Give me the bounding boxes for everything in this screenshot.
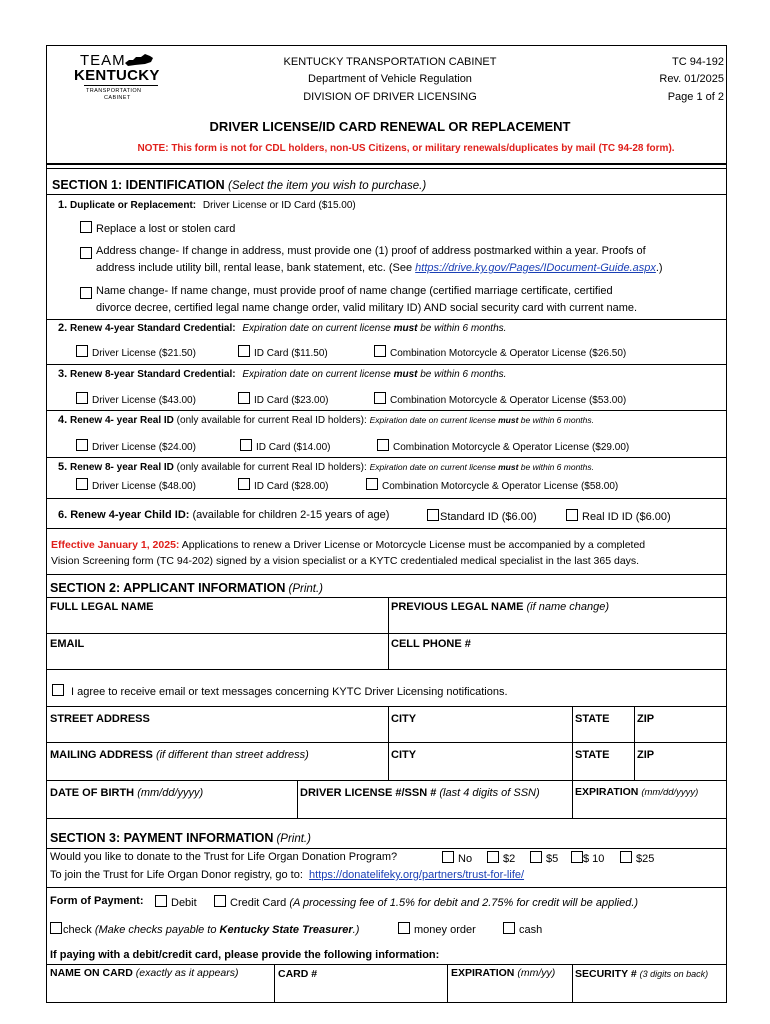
date-of-birth-field[interactable]: DATE OF BIRTH (mm/dd/yyyy) <box>50 787 204 799</box>
item-2-opt-combo[interactable]: Combination Motorcycle & Operator License ($26.50) <box>374 345 626 359</box>
checkbox[interactable] <box>620 851 632 863</box>
mailing-city-field[interactable]: CITY <box>391 749 417 761</box>
mailing-zip-field[interactable]: ZIP <box>637 749 655 761</box>
item-3-opt-id[interactable]: ID Card ($23.00) <box>238 392 328 406</box>
previous-legal-name-field[interactable]: PREVIOUS LEGAL NAME (if name change) <box>391 601 610 613</box>
checkbox[interactable] <box>76 392 88 404</box>
item-5-row: 5. Renew 8- year Real ID (only available for current Real ID holders): Expiration date on current license must be within 6 months. <box>58 461 595 473</box>
checkbox[interactable] <box>80 247 92 259</box>
section-1-heading: SECTION 1: IDENTIFICATION (Select the item you wish to purchase.) <box>52 178 427 192</box>
item-4-opt-dl[interactable]: Driver License ($24.00) <box>76 439 196 453</box>
item-5-opt-combo[interactable]: Combination Motorcycle & Operator License ($58.00) <box>366 478 618 492</box>
option-replace-lost[interactable]: Replace a lost or stolen card <box>80 221 235 235</box>
state-field[interactable]: STATE <box>575 713 610 725</box>
checkbox[interactable] <box>50 922 62 934</box>
pay-credit[interactable]: Credit Card (A processing fee of 1.5% for debit and 2.75% for credit will be applied.) <box>214 895 638 909</box>
option-name-change[interactable]: Name change- If name change, must provide proof of name change (certified marriage certificate, certified divorce decree, certified legal name change order, valid military ID) AND social security card with current name. <box>80 283 637 317</box>
pay-check[interactable]: check (Make checks payable to Kentucky State Treasurer.) <box>50 922 359 936</box>
item-4-opt-combo[interactable]: Combination Motorcycle & Operator License ($29.00) <box>377 439 629 453</box>
cell-phone-field[interactable]: CELL PHONE # <box>391 638 471 650</box>
form-note: NOTE: This form is not for CDL holders, non-US Citizens, or military renewals/duplicates by mail (TC 94-28 form). <box>137 143 675 154</box>
checkbox[interactable] <box>155 895 167 907</box>
checkbox[interactable] <box>76 439 88 451</box>
donate-question: Would you like to donate to the Trust for Life Organ Donation Program? <box>50 851 398 863</box>
agree-notifications[interactable]: I agree to receive email or text messages concerning KYTC Driver Licensing notifications. <box>52 684 508 698</box>
pay-debit[interactable]: Debit <box>155 895 197 909</box>
city-field[interactable]: CITY <box>391 713 417 725</box>
pay-money-order[interactable]: money order <box>398 922 476 936</box>
section-3-heading: SECTION 3: PAYMENT INFORMATION (Print.) <box>50 831 311 845</box>
donate-2[interactable]: $2 <box>487 851 515 865</box>
item-3-row: 3. Renew 8-year Standard Credential: Expiration date on current license must be within 6 months. <box>58 368 507 380</box>
checkbox[interactable] <box>571 851 583 863</box>
mailing-state-field[interactable]: STATE <box>575 749 610 761</box>
item-3-opt-combo[interactable]: Combination Motorcycle & Operator License ($53.00) <box>374 392 626 406</box>
checkbox[interactable] <box>377 439 389 451</box>
item-2-row: 2. Renew 4-year Standard Credential: Expiration date on current license must be within 6 months. <box>58 322 507 334</box>
department-name: Department of Vehicle Regulation <box>308 73 472 85</box>
revision: Rev. 01/2025 <box>659 73 724 85</box>
donate-life-link[interactable]: https://donatelifeky.org/partners/trust-for-life/ <box>309 869 525 881</box>
item-2-opt-id[interactable]: ID Card ($11.50) <box>238 345 328 359</box>
effective-notice: Effective January 1, 2025: Applications to renew a Driver License or Motorcycle License must be accompanied by a completed Vision Screening form (TC 94-202) signed by a vision specialist or a KYTC credentialed medical specialist in the last 365 days. <box>51 539 646 567</box>
form-number: TC 94-192 <box>672 56 724 68</box>
item-6-row: 6. Renew 4-year Child ID: (available for children 2-15 years of age) <box>58 509 390 521</box>
street-address-field[interactable]: STREET ADDRESS <box>50 713 150 725</box>
checkbox[interactable] <box>398 922 410 934</box>
checkbox[interactable] <box>240 439 252 451</box>
logo-cabinet-line-1: TRANSPORTATION <box>86 88 142 94</box>
item-4-opt-id[interactable]: ID Card ($14.00) <box>240 439 330 453</box>
logo-team-text: TEAM <box>80 52 126 69</box>
logo-cabinet-line-2: CABINET <box>104 95 131 101</box>
join-registry: To join the Trust for Life Organ Donor registry, go to: https://donatelifeky.org/partners/trust-for-life/ <box>50 869 525 881</box>
item-6-opt-standard[interactable]: Standard ID ($6.00) <box>427 509 537 523</box>
logo-divider <box>84 85 158 86</box>
checkbox[interactable] <box>442 851 454 863</box>
checkbox[interactable] <box>566 509 578 521</box>
item-3-opt-dl[interactable]: Driver License ($43.00) <box>76 392 196 406</box>
option-address-change[interactable]: Address change- If change in address, must provide one (1) proof of address postmarked within a year. Proofs of address include utility bill, rental lease, bank statement, etc. (See https://drive.ky.gov/Pages/IDocument-Guide.aspx.) <box>80 243 663 277</box>
mailing-address-field[interactable]: MAILING ADDRESS (if different than street address) <box>50 749 309 761</box>
payment-form-row: Form of Payment: <box>50 895 144 907</box>
agency-name: KENTUCKY TRANSPORTATION CABINET <box>283 56 497 68</box>
checkbox[interactable] <box>374 392 386 404</box>
full-legal-name-field[interactable]: FULL LEGAL NAME <box>50 601 154 613</box>
name-on-card-field[interactable]: NAME ON CARD (exactly as it appears) <box>50 967 239 979</box>
zip-field[interactable]: ZIP <box>637 713 655 725</box>
item-5-opt-id[interactable]: ID Card ($28.00) <box>238 478 328 492</box>
checkbox[interactable] <box>76 345 88 357</box>
item-2-opt-dl[interactable]: Driver License ($21.50) <box>76 345 196 359</box>
logo-kentucky-text: KENTUCKY <box>74 67 160 84</box>
checkbox[interactable] <box>238 392 250 404</box>
checkbox[interactable] <box>76 478 88 490</box>
donate-25[interactable]: $25 <box>620 851 654 865</box>
item-5-opt-dl[interactable]: Driver License ($48.00) <box>76 478 196 492</box>
checkbox[interactable] <box>530 851 542 863</box>
checkbox[interactable] <box>238 478 250 490</box>
security-code-field[interactable]: SECURITY # (3 digits on back) <box>575 968 709 980</box>
checkbox[interactable] <box>238 345 250 357</box>
checkbox[interactable] <box>374 345 386 357</box>
checkbox[interactable] <box>427 509 439 521</box>
dl-ssn-field[interactable]: DRIVER LICENSE #/SSN # (last 4 digits of SSN) <box>300 787 540 799</box>
donate-10[interactable]: $ 10 <box>571 851 604 865</box>
form-title: DRIVER LICENSE/ID CARD RENEWAL OR REPLACEMENT <box>209 119 571 134</box>
item-6-opt-real[interactable]: Real ID ID ($6.00) <box>566 509 671 523</box>
section-2-heading: SECTION 2: APPLICANT INFORMATION (Print.) <box>50 581 323 595</box>
checkbox[interactable] <box>214 895 226 907</box>
document-guide-link[interactable]: https://drive.ky.gov/Pages/IDocument-Guide.aspx <box>415 262 656 274</box>
checkbox[interactable] <box>52 684 64 696</box>
expiration-field[interactable]: EXPIRATION (mm/dd/yyyy) <box>575 786 699 798</box>
division-name: DIVISION OF DRIVER LICENSING <box>303 91 477 103</box>
page-number: Page 1 of 2 <box>667 91 724 103</box>
checkbox[interactable] <box>80 221 92 233</box>
checkbox[interactable] <box>366 478 378 490</box>
email-field[interactable]: EMAIL <box>50 638 85 650</box>
checkbox[interactable] <box>487 851 499 863</box>
item-4-row: 4. Renew 4- year Real ID (only available for current Real ID holders): Expiration date on current license must be within 6 months. <box>58 414 595 426</box>
card-number-field[interactable]: CARD # <box>278 968 318 980</box>
card-intro: If paying with a debit/credit card, please provide the following information: <box>50 949 440 961</box>
donate-no[interactable]: No <box>442 851 472 865</box>
item-1-row: 1. Duplicate or Replacement: Driver License or ID Card ($15.00) <box>58 199 356 211</box>
pay-cash[interactable]: cash <box>503 922 542 936</box>
card-expiration-field[interactable]: EXPIRATION (mm/yy) <box>451 967 556 979</box>
checkbox[interactable] <box>80 287 92 299</box>
checkbox[interactable] <box>503 922 515 934</box>
donate-5[interactable]: $5 <box>530 851 558 865</box>
